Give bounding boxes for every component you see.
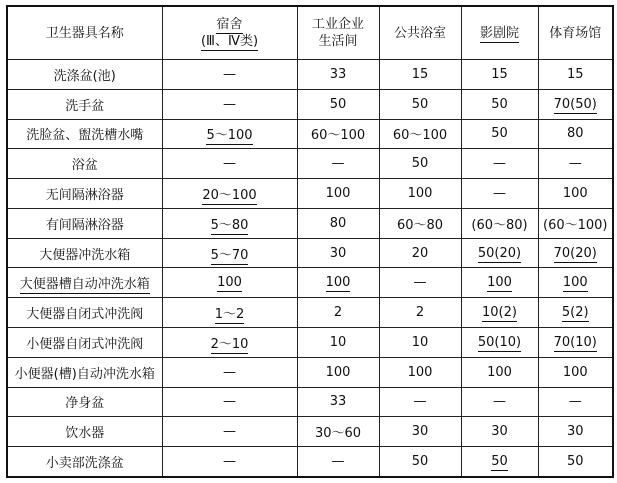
cell-text: 20 — [411, 245, 429, 261]
table-header — [7, 6, 613, 60]
flow-value-cell — [379, 60, 461, 90]
flow-value-cell — [538, 149, 613, 179]
cell-text: 100 — [562, 186, 588, 202]
cell-text: 饮水器 — [65, 426, 105, 442]
flow-value-cell — [379, 208, 461, 238]
header-label — [201, 17, 258, 51]
cell-text: 50(10) — [477, 334, 522, 350]
header-public-bath — [379, 6, 461, 60]
table-row — [7, 89, 613, 119]
table-row — [7, 149, 613, 179]
cell-text: — — [223, 454, 236, 470]
cell-text: — — [223, 66, 236, 82]
cell-text: — — [223, 424, 236, 440]
cell-text: 50(20) — [477, 245, 522, 261]
flow-value-cell — [297, 328, 379, 358]
flow-value-cell — [461, 208, 538, 238]
flow-value-cell — [538, 119, 613, 149]
cell-text: 50 — [411, 96, 429, 112]
cell-text: 小便器(槽)自动冲洗水箱 — [14, 366, 155, 382]
cell-text: 30 — [329, 245, 347, 261]
fixture-name-cell — [7, 208, 162, 238]
flow-value-cell — [538, 60, 613, 90]
table-row — [7, 447, 613, 477]
flow-value-cell — [297, 179, 379, 209]
cell-text: 80 — [566, 126, 584, 142]
cell-text: 5～70 — [210, 247, 249, 263]
table-row — [7, 60, 613, 90]
cell-text: 100 — [562, 364, 588, 380]
cell-text: 5(2) — [561, 305, 589, 321]
flow-value-cell — [162, 208, 297, 238]
cell-text: 1～2 — [214, 307, 245, 323]
fixture-name-cell — [7, 417, 162, 447]
cell-text: 15 — [566, 66, 584, 82]
header-line: 工业企业 — [311, 17, 364, 32]
header-industrial — [297, 6, 379, 60]
fixture-name-cell — [7, 179, 162, 209]
cell-text: 15 — [411, 66, 429, 82]
cell-text: — — [413, 394, 427, 410]
flow-value-cell — [162, 447, 297, 477]
cell-text: 30 — [411, 424, 429, 440]
fixture-name-cell — [7, 357, 162, 387]
flow-value-cell — [162, 417, 297, 447]
cell-text: 100 — [217, 275, 242, 291]
flow-value-cell — [379, 298, 461, 328]
cell-text: 小卖部洗涤盆 — [45, 456, 124, 472]
flow-value-cell — [461, 89, 538, 119]
table-row — [7, 298, 613, 328]
flow-value-cell — [461, 60, 538, 90]
flow-value-cell — [461, 387, 538, 417]
cell-text: — — [223, 96, 236, 112]
flow-value-cell — [297, 149, 379, 179]
cell-text: 50 — [411, 454, 429, 470]
flow-value-cell — [297, 268, 379, 298]
cell-text: 无间隔淋浴器 — [45, 188, 124, 204]
flow-value-cell — [379, 179, 461, 209]
flow-value-cell — [379, 149, 461, 179]
flow-value-cell — [297, 357, 379, 387]
cell-text: 大便器自闭式冲洗阀 — [26, 307, 144, 323]
header-dormitory — [162, 6, 297, 60]
flow-value-cell — [162, 179, 297, 209]
fixture-table — [6, 5, 614, 478]
flow-value-cell — [379, 89, 461, 119]
flow-value-cell — [162, 119, 297, 149]
table-row — [7, 238, 613, 268]
flow-value-cell — [379, 387, 461, 417]
flow-value-cell — [379, 328, 461, 358]
flow-value-cell — [379, 447, 461, 477]
cell-text: 50 — [566, 454, 584, 470]
cell-text: 小便器自闭式冲洗阀 — [26, 336, 144, 352]
cell-text: 70(50) — [553, 96, 597, 112]
flow-value-cell — [461, 328, 538, 358]
cell-text: — — [223, 394, 236, 410]
cell-text: 10(2) — [482, 305, 517, 321]
cell-text: 50 — [329, 96, 347, 112]
flow-value-cell — [379, 417, 461, 447]
table-row — [7, 179, 613, 209]
cell-text: 100 — [562, 275, 588, 291]
cell-text: 60～100 — [310, 128, 366, 144]
table-body — [7, 60, 613, 478]
flow-value-cell — [538, 447, 613, 477]
flow-value-cell — [461, 179, 538, 209]
cell-text: 100 — [487, 275, 512, 291]
cell-text: — — [413, 275, 427, 291]
header-label: 公共浴室 — [393, 25, 446, 41]
cell-text: 50 — [411, 156, 429, 172]
header-line: 生活间 — [318, 34, 358, 49]
table-row — [7, 417, 613, 447]
header-row — [7, 6, 613, 60]
flow-value-cell — [162, 328, 297, 358]
flow-value-cell — [538, 328, 613, 358]
cell-text: 60～100 — [392, 128, 448, 144]
cell-text: — — [223, 364, 236, 380]
table-row — [7, 268, 613, 298]
cell-text: (60～80) — [471, 217, 528, 233]
cell-text: 30 — [566, 424, 584, 440]
flow-value-cell — [297, 447, 379, 477]
flow-value-cell — [162, 60, 297, 90]
cell-text: — — [493, 156, 506, 172]
header-label: 体育场馆 — [549, 25, 602, 41]
cell-text: — — [493, 186, 506, 202]
header-label — [312, 17, 364, 49]
cell-text: — — [493, 394, 506, 410]
flow-value-cell — [461, 238, 538, 268]
cell-text: 洗脸盆、盥洗槽水嘴 — [26, 128, 144, 144]
flow-value-cell — [538, 357, 613, 387]
fixture-name-cell — [7, 268, 162, 298]
flow-value-cell — [297, 387, 379, 417]
cell-text: 70(20) — [553, 245, 597, 261]
flow-value-cell — [538, 238, 613, 268]
fixture-name-cell — [7, 238, 162, 268]
cell-text: 大便器槽自动冲洗水箱 — [19, 277, 150, 293]
flow-value-cell — [297, 208, 379, 238]
flow-value-cell — [461, 447, 538, 477]
table-row — [7, 328, 613, 358]
cell-text: 洗涤盆(池) — [53, 68, 116, 84]
table-row — [7, 387, 613, 417]
flow-value-cell — [538, 298, 613, 328]
cell-text: 33 — [329, 66, 347, 82]
flow-value-cell — [461, 357, 538, 387]
table-row — [7, 119, 613, 149]
flow-value-cell — [162, 298, 297, 328]
cell-text: 100 — [325, 186, 351, 202]
flow-value-cell — [379, 119, 461, 149]
header-label: 卫生器具名称 — [45, 25, 124, 41]
cell-text: 净身盆 — [65, 396, 105, 412]
fixture-name-cell — [7, 119, 162, 149]
flow-value-cell — [162, 149, 297, 179]
cell-text: — — [331, 454, 345, 470]
cell-text: (60～100) — [543, 217, 608, 233]
flow-value-cell — [297, 298, 379, 328]
flow-value-cell — [461, 149, 538, 179]
cell-text: 30 — [491, 424, 508, 440]
header-label: 影剧院 — [479, 25, 519, 41]
cell-text: 60～80 — [396, 217, 444, 233]
table-row — [7, 357, 613, 387]
cell-text: 100 — [325, 275, 351, 291]
flow-value-cell — [297, 89, 379, 119]
cell-text: — — [331, 156, 345, 172]
flow-value-cell — [297, 238, 379, 268]
flow-value-cell — [538, 387, 613, 417]
flow-value-cell — [461, 298, 538, 328]
flow-value-cell — [461, 119, 538, 149]
cell-text: 50 — [491, 96, 508, 112]
flow-value-cell — [297, 60, 379, 90]
flow-value-cell — [538, 208, 613, 238]
flow-value-cell — [162, 89, 297, 119]
flow-value-cell — [379, 238, 461, 268]
fixture-name-cell — [7, 447, 162, 477]
cell-text: — — [223, 156, 236, 172]
cell-text: — — [568, 156, 582, 172]
flow-value-cell — [162, 387, 297, 417]
header-line: (Ⅲ、Ⅳ类) — [200, 34, 259, 49]
fixture-name-cell — [7, 60, 162, 90]
cell-text: 有间隔淋浴器 — [45, 217, 124, 233]
flow-value-cell — [461, 268, 538, 298]
fixture-name-cell — [7, 328, 162, 358]
cell-text: 5～100 — [206, 128, 253, 144]
header-line: 宿舍 — [216, 17, 243, 32]
cell-text: — — [568, 394, 582, 410]
cell-text: 10 — [411, 334, 429, 350]
flow-value-cell — [379, 357, 461, 387]
cell-text: 33 — [329, 394, 347, 410]
cell-text: 100 — [487, 364, 512, 380]
flow-value-cell — [162, 238, 297, 268]
fixture-name-cell — [7, 387, 162, 417]
cell-text: 2 — [415, 305, 425, 321]
flow-value-cell — [379, 268, 461, 298]
cell-text: 70(10) — [553, 334, 597, 350]
cell-text: 5～80 — [210, 217, 249, 233]
cell-text: 15 — [491, 66, 508, 82]
cell-text: 100 — [325, 364, 351, 380]
cell-text: 20～100 — [202, 188, 257, 204]
cell-text: 80 — [329, 215, 347, 231]
flow-value-cell — [162, 357, 297, 387]
cell-text: 100 — [407, 364, 433, 380]
cell-text: 30～60 — [314, 426, 362, 442]
cell-text: 洗手盆 — [65, 98, 105, 114]
flow-value-cell — [538, 417, 613, 447]
cell-text: 浴盆 — [71, 158, 98, 174]
fixture-name-cell — [7, 298, 162, 328]
fixture-name-cell — [7, 89, 162, 119]
cell-text: 大便器冲洗水箱 — [39, 247, 131, 263]
flow-value-cell — [297, 417, 379, 447]
cell-text: 50 — [491, 126, 508, 142]
flow-value-cell — [162, 268, 297, 298]
header-fixture-name — [7, 6, 162, 60]
flow-value-cell — [461, 417, 538, 447]
flow-value-cell — [538, 179, 613, 209]
header-stadium — [538, 6, 613, 60]
fixture-name-cell — [7, 149, 162, 179]
cell-text: 100 — [407, 186, 433, 202]
cell-text: 50 — [491, 454, 508, 470]
flow-value-cell — [297, 119, 379, 149]
header-theater — [461, 6, 538, 60]
cell-text: 2 — [333, 305, 343, 321]
table-row — [7, 208, 613, 238]
cell-text: 2～10 — [210, 336, 249, 352]
flow-value-cell — [538, 268, 613, 298]
flow-value-cell — [538, 89, 613, 119]
cell-text: 10 — [329, 334, 347, 350]
